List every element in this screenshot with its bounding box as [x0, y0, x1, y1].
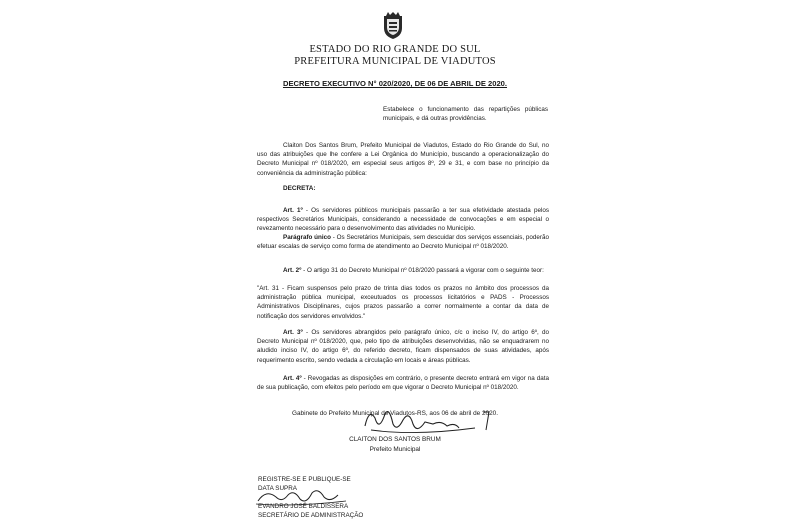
- article-3: [257, 328, 549, 365]
- article-4-label: Art. 4º: [283, 375, 302, 382]
- secretary-title: SECRETÁRIO DE ADMINISTRAÇÃO: [258, 512, 364, 519]
- register-publish: REGISTRE-SE E PUBLIQUE-SE: [258, 476, 351, 483]
- date-supra: DATA SUPRA: [258, 485, 297, 492]
- article-2-quote: "Art. 31 - Ficam suspensos pelo prazo de trinta dias todos os prazos no âmbito dos processos da administração pública municipal, exceutuados os processos licitatórios e PADS - Processos Administrativos Disciplinares, cujos prazos passarão a correr normalmente a contar da data de notificação dos servidores envolvidos.": [257, 285, 549, 320]
- decreta-heading: DECRETA:: [283, 185, 316, 192]
- article-1: [257, 206, 549, 234]
- article-2: [257, 266, 549, 275]
- decree-title: DECRETO EXECUTIVO N° 020/2020, DE 06 DE ABRIL DE 2020.: [282, 79, 508, 88]
- article-3-label: Art. 3º: [283, 329, 303, 336]
- secretary-name: EVANDRO JOSÉ BALDISSERA: [258, 503, 349, 510]
- article-1-text: - Os servidores públicos municipais passarão a ter sua efetividade atestada pelos respectivos Secretários Municipais, considerando a necessidade de convocações e em especial o revezamento necessário para o desenvolvimento das atividades no Município.: [257, 207, 549, 233]
- decree-summary: Estabelece o funcionamento das repartições públicas municipais, e dá outras providências.: [383, 106, 548, 123]
- header-state: ESTADO DO RIO GRANDE DO SUL: [309, 44, 481, 55]
- municipal-coat-of-arms: [378, 12, 408, 40]
- article-1-label: Art. 1º: [283, 207, 303, 214]
- article-4: [257, 374, 549, 392]
- article-2-label: Art. 2º: [283, 267, 302, 274]
- article-1-paragraph: [257, 233, 549, 251]
- paragraph-label: Parágrafo único: [283, 234, 331, 241]
- article-3-text: - Os servidores abrangidos pelo parágrafo único, c/c o inciso IV, do artigo 6º, do Decreto Municipal nº 018/2020, que, pelo tipo de atribuições desenvolvidas, não se enquadrarem no aludido inciso IV, do artigo 6º, do referido decreto, ficam dispensados de suas atividades, após requerimento escrito, sendo vedada a circulação em locais e áreas públicas.: [257, 329, 549, 364]
- preamble: [257, 141, 549, 178]
- mayor-title: Prefeito Municipal: [369, 446, 421, 453]
- article-4-text: - Revogadas as disposições em contrário, o presente decreto entrará em vigor na data de sua publicação, com efeitos pelo período em que vigorar o Decreto Municipal nº 018/2020.: [257, 375, 549, 392]
- preamble-text: Claiton Dos Santos Brum, Prefeito Municipal de Viadutos, Estado do Rio Grande do Sul, no uso das atribuições que lhe confere a Lei Orgânica do Município, buscando a operacionalização do Decreto Municipal nº 018/2020, em especial seus artigos 8º, 29 e 31, e com base no princípio da conveniência da administração pública:: [257, 142, 549, 177]
- article-2-text: - O artigo 31 do Decreto Municipal nº 018/2020 passará a vigorar com o seguinte teor:: [301, 267, 544, 274]
- paragraph-text: - Os Secretários Municipais, sem descuidar dos serviços essenciais, poderão efetuar escalas de serviço como forma de atendimento ao Decreto Municipal nº 018/2020.: [257, 234, 550, 251]
- mayor-name: CLAITON DOS SANTOS BRUM: [349, 436, 441, 443]
- header-prefecture: PREFEITURA MUNICIPAL DE VIADUTOS: [294, 56, 496, 67]
- closing-line: Gabinete do Prefeito Municipal de Viadutos-RS, aos 06 de abril de 2020.: [292, 410, 498, 417]
